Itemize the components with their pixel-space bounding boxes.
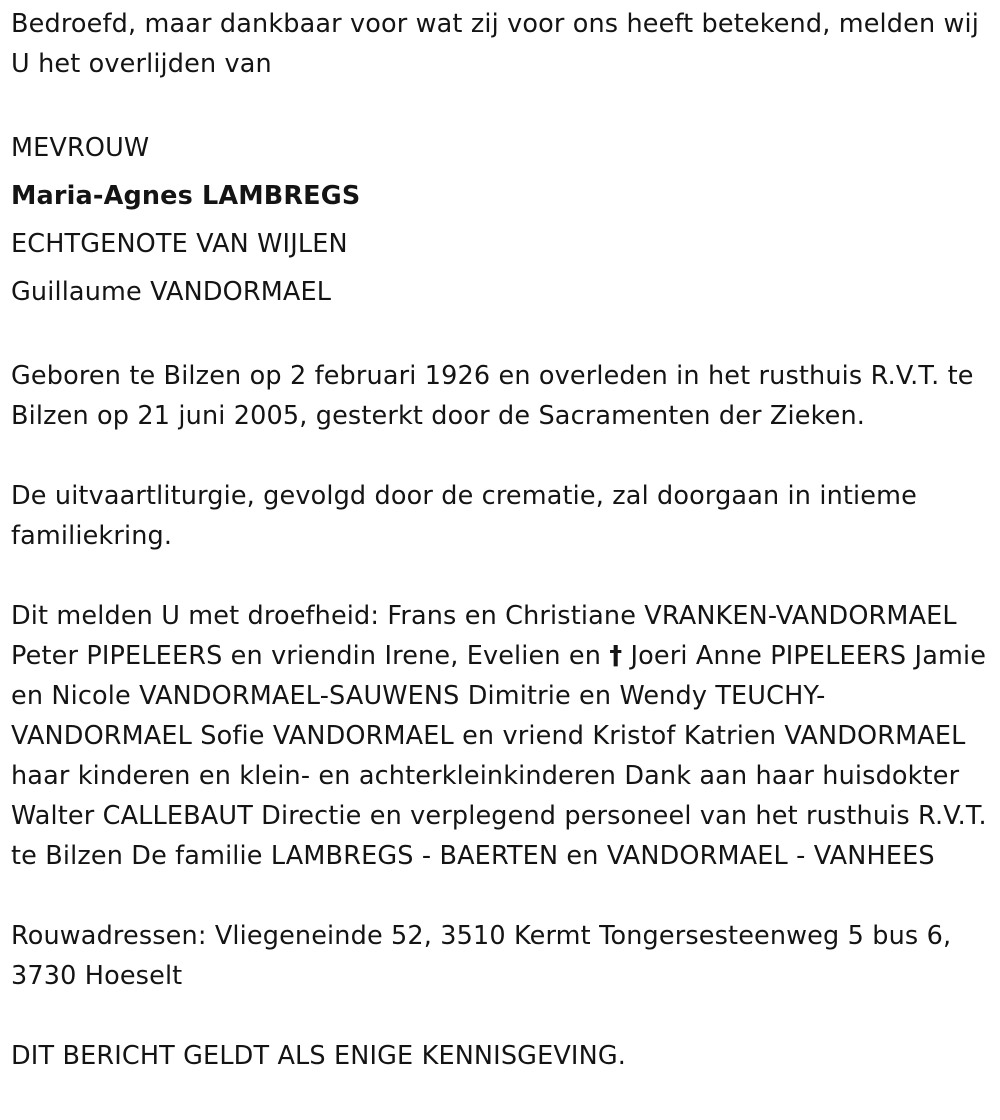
spouse-name: Guillaume VANDORMAEL: [11, 277, 332, 307]
mourners-part-2: Joeri Anne PIPELEERS Jamie en Nicole VANDORMAEL-SAUWENS Dimitrie en Wendy TEUCHY-VANDORMAEL Sofie VANDORMAEL en vriend Kristof Katrien VANDORMAEL haar kinderen en klein- en achterkleinkinderen Dank aan haar huisdokter Walter CALLEBAUT Directie en verplegend personeel van het rusthuis R.V.T. te Bilzen De familie LAMBREGS - BAERTEN en VANDORMAEL - VANHEES: [11, 641, 987, 871]
deceased-name: Maria-Agnes LAMBREGS: [11, 181, 361, 211]
spacer: [11, 316, 996, 356]
notice-text: DIT BERICHT GELDT ALS ENIGE KENNISGEVING.: [11, 1041, 626, 1071]
spacer: [11, 996, 996, 1036]
mourners-part-1: Dit melden U met droefheid: Frans en Christiane VRANKEN-VANDORMAEL Peter PIPELEERS en vriendin Irene, Evelien en: [11, 601, 957, 671]
cross-icon: †: [609, 641, 623, 671]
spacer: [11, 84, 996, 124]
spouse-prefix: ECHTGENOTE VAN WIJLEN: [11, 229, 348, 259]
honorific-title: MEVROUW: [11, 133, 150, 163]
spacer: [11, 436, 996, 476]
birth-death-text: Geboren te Bilzen op 2 februari 1926 en overleden in het rusthuis R.V.T. te Bilzen op 21 juni 2005, gesterkt door de Sacramenten der Zieken.: [11, 361, 974, 431]
intro-text: Bedroefd, maar dankbaar voor wat zij voor ons heeft betekend, melden wij U het overlijden van: [11, 9, 979, 79]
addresses-text: Rouwadressen: Vliegeneinde 52, 3510 Kermt Tongersesteenweg 5 bus 6, 3730 Hoeselt: [11, 921, 952, 991]
funeral-text: De uitvaartliturgie, gevolgd door de crematie, zal doorgaan in intieme familiekring.: [11, 481, 917, 551]
spacer: [11, 876, 996, 916]
mourners-text: [11, 596, 996, 876]
spacer: [11, 556, 996, 596]
